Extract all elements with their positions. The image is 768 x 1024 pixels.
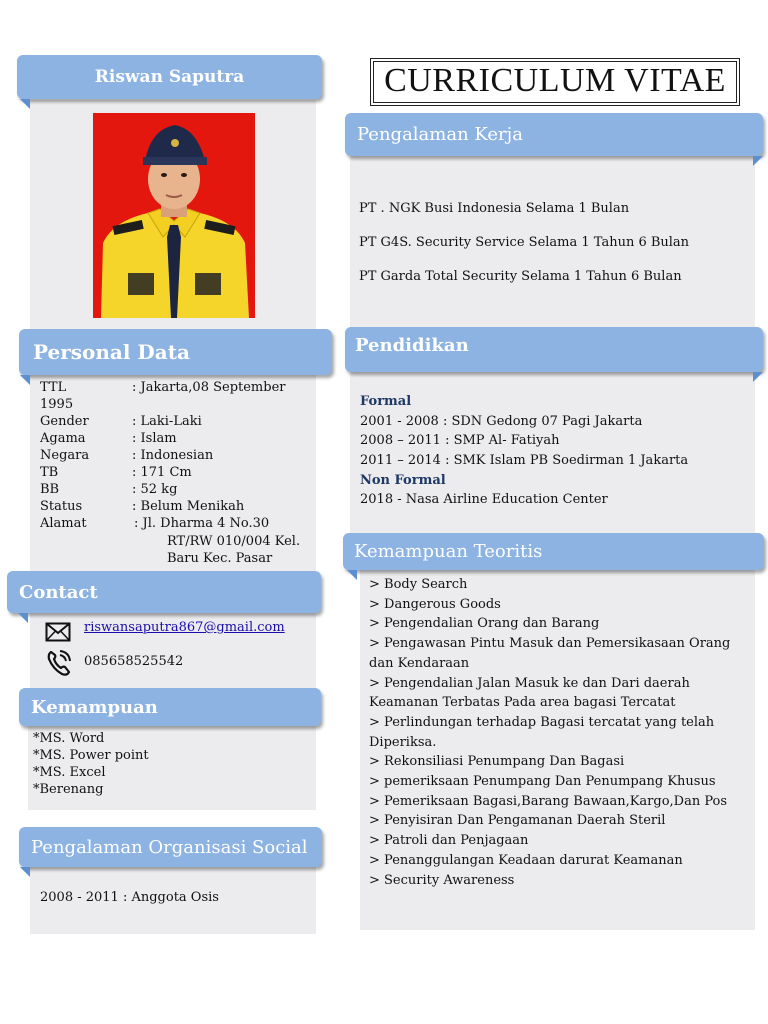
phone-number: 085658525542 [84, 654, 184, 669]
work-header [345, 113, 763, 156]
teoritis-item: > pemeriksaan Penumpang Dan Penumpang Khusus [369, 774, 716, 790]
teoritis-item: > Pengendalian Orang dan Barang [369, 616, 600, 632]
contact-header-fold [18, 613, 28, 623]
gender-label: Gender [40, 414, 89, 429]
teoritis-item: dan Kendaraan [369, 655, 470, 671]
teoritis-item: > Body Search [369, 577, 468, 592]
teoritis-item: > Perlindungan terhadap Bagasi tercatat yang telah [369, 714, 715, 730]
ttl-value: : Jakarta,08 September [132, 380, 286, 395]
name-header-fold [20, 99, 30, 109]
edu-nonformal-item: 2018 - Nasa Airline Education Center [360, 492, 608, 507]
teoritis-item: > Security Awareness [369, 872, 515, 888]
work-item: PT Garda Total Security Selama 1 Tahun 6 Bulan [359, 269, 682, 284]
skill-item: *MS. Power point [33, 748, 149, 763]
profile-photo-drawing [93, 113, 255, 318]
skill-item: *Berenang [33, 782, 104, 797]
skill-item: *MS. Excel [33, 765, 106, 780]
status-label: Status [40, 499, 83, 514]
alamat-line-3: Baru Kec. Pasar [167, 551, 273, 566]
work-item: PT G4S. Security Service Selama 1 Tahun 6 Bulan [359, 235, 690, 250]
contact-title: Contact [19, 581, 98, 603]
work-header-fold [753, 156, 763, 166]
ttl-label: TTL [40, 380, 67, 395]
alamat-value: : Jl. Dharma 4 No.30 [134, 516, 270, 531]
organisasi-header [19, 827, 322, 867]
alamat-line-2: RT/RW 010/004 Kel. [167, 534, 301, 549]
edu-formal-item: 2011 – 2014 : SMK Islam PB Soedirman 1 Jakarta [360, 453, 689, 468]
personal-header-fold [20, 375, 30, 385]
teoritis-item: > Penanggulangan Keadaan darurat Keamanan [369, 852, 683, 868]
agama-value: : Islam [132, 431, 177, 446]
teoritis-item: > Pemeriksaan Bagasi,Barang Bawaan,Kargo,Dan Pos [369, 793, 728, 809]
negara-label: Negara [40, 448, 90, 463]
formal-label: Formal [360, 394, 412, 409]
kemampuan-title: Kemampuan [31, 696, 158, 718]
teoritis-item: > Dangerous Goods [369, 596, 501, 612]
name-header [17, 55, 322, 99]
profile-photo [93, 113, 255, 318]
teoritis-header [343, 533, 764, 570]
teoritis-item: > Patroli dan Penjagaan [369, 833, 529, 849]
organisasi-entry: 2008 - 2011 : Anggota Osis [40, 890, 219, 905]
tb-label: TB [40, 465, 59, 480]
pendidikan-header-fold [753, 372, 763, 382]
phone-icon [46, 649, 72, 681]
organisasi-title: Pengalaman Organisasi Social [31, 836, 308, 858]
tb-value: : 171 Cm [132, 465, 192, 480]
edu-formal-item: 2008 – 2011 : SMP Al- Fatiyah [360, 433, 560, 448]
teoritis-header-fold [347, 570, 357, 580]
work-title: Pengalaman Kerja [357, 124, 523, 145]
teoritis-item: > Pengawasan Pintu Masuk dan Pemersikasaan Orang [369, 636, 731, 652]
work-item: PT . NGK Busi Indonesia Selama 1 Bulan [359, 201, 630, 216]
personal-data-title: Personal Data [33, 340, 190, 364]
agama-label: Agama [40, 431, 86, 446]
teoritis-item: Diperiksa. [369, 734, 437, 750]
skill-item: *MS. Word [33, 731, 105, 746]
pendidikan-title: Pendidikan [355, 335, 469, 356]
teoritis-item: Keamanan Terbatas Pada area bagasi Tercatat [369, 695, 676, 711]
envelope-icon [45, 622, 71, 646]
alamat-label: Alamat [40, 516, 87, 531]
pendidikan-header [345, 327, 763, 372]
edu-formal-item: 2001 - 2008 : SDN Gedong 07 Pagi Jakarta [360, 414, 643, 429]
gender-value: : Laki-Laki [132, 414, 202, 429]
nonformal-label: Non Formal [360, 473, 446, 488]
bb-value: : 52 kg [132, 482, 178, 497]
email-link[interactable]: riswansaputra867@gmail.com [84, 620, 285, 635]
name-text: Riswan Saputra [94, 67, 245, 87]
ttl-value-cont: 1995 [40, 397, 74, 412]
kemampuan-header [19, 688, 321, 726]
negara-value: : Indonesian [132, 448, 214, 463]
personal-data-header [19, 329, 332, 375]
organisasi-header-fold [20, 867, 30, 877]
teoritis-item: > Rekonsiliasi Penumpang Dan Bagasi [369, 754, 625, 770]
teoritis-title: Kemampuan Teoritis [354, 541, 543, 562]
teoritis-list [369, 575, 754, 890]
cv-title: CURRICULUM VITAE [370, 58, 740, 106]
teoritis-item: > Pengendalian Jalan Masuk ke dan Dari daerah [369, 675, 690, 691]
bb-label: BB [40, 482, 60, 497]
teoritis-item: > Penyisiran Dan Pengamanan Daerah Steril [369, 813, 666, 829]
contact-header [7, 571, 321, 613]
status-value: : Belum Menikah [132, 499, 245, 514]
